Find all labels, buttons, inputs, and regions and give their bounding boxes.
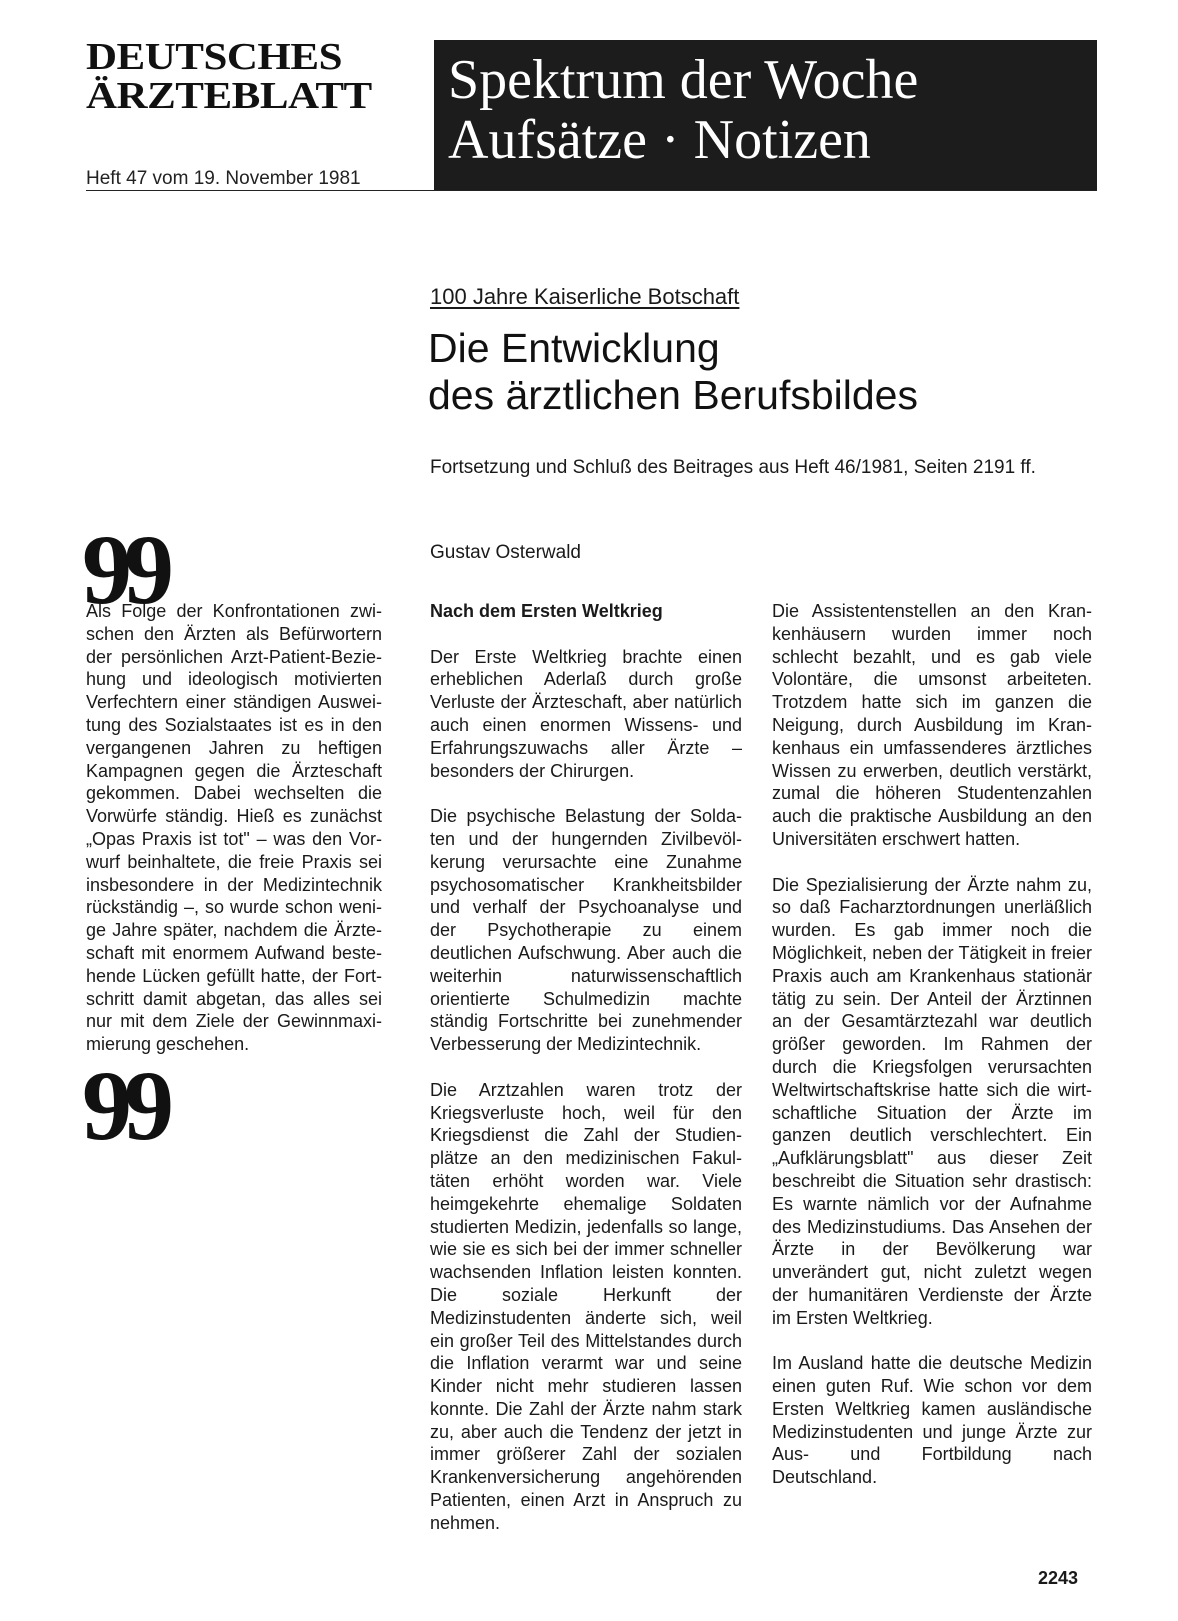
article-author: Gustav Osterwald [430, 542, 581, 563]
article-subtitle: Fortsetzung und Schluß des Beitrages aus Heft 46/1981, Seiten 2191 ff. [430, 457, 1036, 478]
section-banner [434, 40, 1097, 190]
pullquote-paragraph: Als Folge der Konfrontationen zwischen den Ärzten als Befürwortern der persönlichen Arzt-Patient-Beziehung und ideologisch motivierten Verfechtern einer ständigen Ausweitung des Sozialstaates ist es in den vergangenen Jahren zu heftigen Kampagnen gegen die Ärzteschaft gekommen. Dabei wechselten die Vorwürfe ständig. Hieß es zunächst „Opas Praxis ist tot" – was den Vorwurf beinhaltete, die freie Praxis sei insbesondere in der Medizintechnik rückständig –, so wurde schon wenige Jahre später, nachdem die Ärzteschaft mit enormem Aufwand bestehende Lücken gefüllt hatte, der Fortschritt damit abgetan, das alles sei nur mit dem Ziele der Gewinnmaximierung geschehen. [86, 601, 382, 1055]
page-number: 2243 [1038, 1568, 1079, 1588]
article-column-3 [772, 600, 1092, 1512]
body-paragraph: Die Assistentenstellen an den Krankenhäusern wurden immer noch schlecht bezahlt, und es gab viele Volontäre, die umsonst arbeiteten. Trotzdem hatte sich im ganzen die Neigung, durch Ausbildung im Krankenhaus ein umfassenderes ärztliches Wissen zu erwerben, deutlich verstärkt, zumal die höheren Studentenzahlen auch die praktische Ausbildung an den Universitäten erschwert hatten. [772, 601, 1092, 849]
article-headline [428, 325, 918, 419]
logo-line-2: ÄRZTEBLATT [86, 75, 372, 117]
pullquote-text [86, 600, 382, 1079]
body-paragraph: Der Erste Weltkrieg brachte einen erheblichen Aderlaß durch große Verluste der Ärzteschaft, aber natürlich auch einen enormen Wissens- und Erfahrungszuwachs aller Ärzte – besonders der Chirurgen. [430, 646, 742, 781]
article-kicker: 100 Jahre Kaiserliche Botschaft [430, 284, 740, 309]
banner-line-2: Aufsätze · Notizen [448, 109, 871, 171]
article-column-2 [430, 600, 742, 1557]
banner-line-1: Spektrum der Woche [448, 49, 919, 111]
open-quote-mark: 99 [82, 514, 166, 625]
body-paragraph: Die Arztzahlen waren trotz der Kriegsverluste hoch, weil für den Kriegsdienst die Zahl der Studienplätze an den medizinischen Fakultäten erhöht worden war. Viele heimgekehrte ehemalige Soldaten studierten Medizin, jedenfalls so lange, wie sie es sich bei der immer schneller wachsenden Inflation leisten konnten. Die soziale Herkunft der Medizinstudenten änderte sich, weil ein großer Teil des Mittelstandes durch die Inflation verarmt war und seine Kinder nicht mehr studieren lassen konnte. Die Zahl der Ärzte nahm stark zu, aber auch die Tendenz der jetzt in immer größerer Zahl der sozialen Krankenversicherung angehörenden Patienten, einen Arzt in Anspruch zu nehmen. [430, 1079, 742, 1533]
close-quote-mark: 99 [82, 1050, 166, 1161]
logo-line-1: DEUTSCHES [86, 36, 342, 78]
body-paragraph: Die Spezialisierung der Ärzte nahm zu, so daß Facharztordnungen unerläßlich wurden. Es gab immer noch die Möglichkeit, neben der Tätigkeit in freier Praxis auch am Krankenhaus stationär tätig zu sein. Der Anteil der Ärztinnen an der Gesamtärztezahl war deutlich größer geworden. Im Rahmen der durch die Kriegsfolgen verursachten Weltwirtschaftskrise hatte sich die wirtschaftliche Situation der Ärzte im ganzen deutlich verschlechtert. Ein „Aufklärungsblatt" aus dieser Zeit beschreibt die Situation sehr drastisch: Es warnte nämlich vor der Aufnahme des Medizinstudiums. Das Ansehen der Ärzte in der Bevölkerung war unverändert gut, nicht zuletzt wegen der humanitären Verdienste der Ärzte im Ersten Weltkrieg. [772, 874, 1092, 1328]
body-paragraph: Die psychische Belastung der Soldaten und der hungernden Zivilbevölkerung verursachte eine Zunahme psychosomatischer Krankheitsbilder und verhalf der Psychoanalyse und der Psychotherapie zu einem deutlichen Aufschwung. Aber auch die weiterhin naturwissenschaftlich orientierte Schulmedizin machte ständig Fortschritte bei zunehmender Verbesserung der Medizintechnik. [430, 806, 742, 1055]
masthead-rule [86, 190, 1097, 191]
issue-date: Heft 47 vom 19. November 1981 [86, 168, 361, 189]
journal-logo [86, 36, 426, 118]
section-heading: Nach dem Ersten Weltkrieg [430, 601, 663, 621]
body-paragraph: Im Ausland hatte die deutsche Medizin einen guten Ruf. Wie schon vor dem Ersten Weltkrieg kamen ausländische Medizinstudenten und junge Ärzte zur Aus- und Fortbildung nach Deutschland. [772, 1353, 1092, 1488]
headline-line-1: Die Entwicklung [428, 325, 720, 371]
headline-line-2: des ärztlichen Berufsbildes [428, 372, 918, 418]
